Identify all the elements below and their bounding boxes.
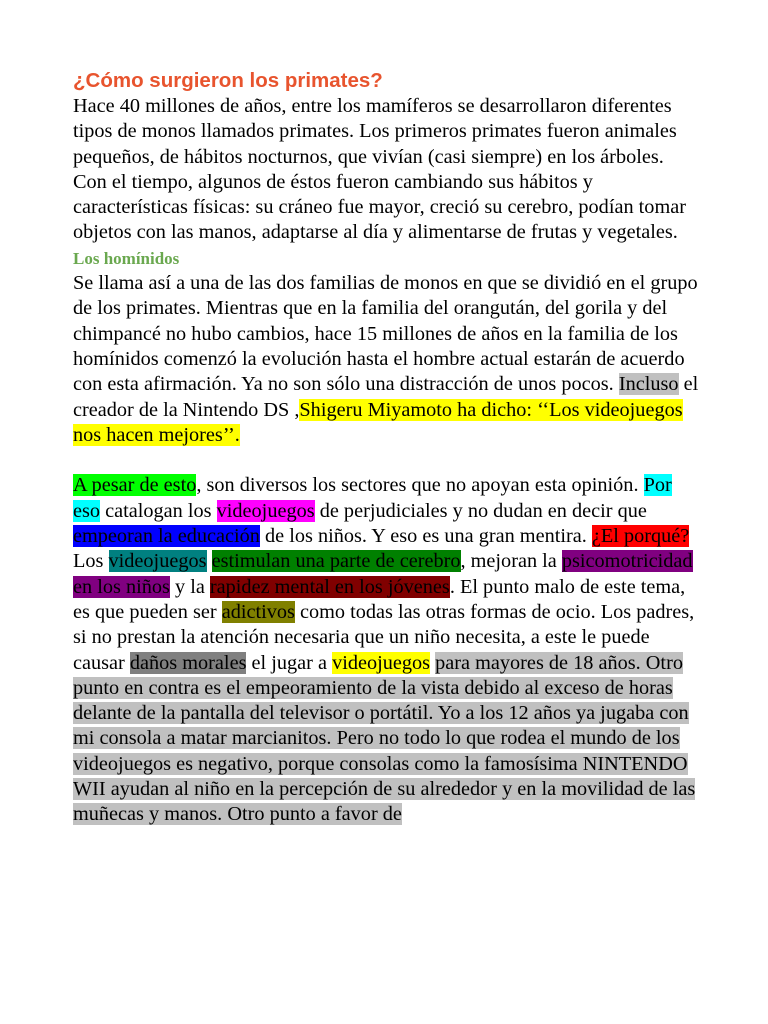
text-run: catalogan los (100, 499, 217, 522)
text-run: y la (169, 575, 210, 598)
highlight-teal: videojuegos (108, 550, 207, 573)
text-run: de los niños. Y eso es una gran mentira. (259, 525, 592, 548)
highlight-yellow: videojuegos (332, 651, 431, 674)
highlight-green: A pesar de esto (73, 474, 197, 497)
text-run: , son diversos los sectores que no apoyan esta opinión. (196, 474, 644, 497)
paragraph-evolution: Con el tiempo, algunos de éstos fueron cambiando sus hábitos y características físicas: su cráneo fue mayor, creció su cerebro, podían tomar objetos con las manos, adaptarse al día y alimentarse de frutas y vegetales. (73, 170, 686, 244)
highlight-dark-green: estimulan una parte de cerebro (211, 550, 461, 573)
text-run: Los (73, 550, 109, 573)
highlight-red: ¿El porqué? (591, 525, 690, 548)
highlight-cyan: Por eso (73, 474, 672, 522)
highlight-grey: para mayores de 18 años. Otro punto en contra es el empeoramiento de la vista debido al exceso de horas delante de la pantalla del televisor o portátil. Yo a los 12 años ya jugaba con mi consola a matar marcianitos. Pero no todo lo que rodea el mundo de los videojuegos es negativo, porque consolas como la famosísima NINTENDO WII ayudan al niño en la percepción de su alrededor y en la movilidad de las muñecas y manos. Otro punto a favor de (73, 651, 696, 826)
highlight-dark-grey: daños morales (129, 651, 247, 674)
highlight-purple: psicomotricidad en los niños (73, 550, 693, 598)
text-run: . El punto malo de este tema, es que pueden ser (73, 575, 686, 623)
paragraph-origin: Hace 40 millones de años, entre los mamíferos se desarrollaron diferentes tipos de monos llamados primates. Los primeros primates fueron animales pequeños, de hábitos nocturnos, que vivían (casi siempre) en los árboles. (73, 95, 677, 168)
text-run: el creador de la Nintendo DS , (73, 373, 699, 421)
highlight-grey: Incluso (618, 373, 679, 396)
text-run: de perjudiciales y no dudan en decir que (314, 499, 647, 522)
document-page (73, 67, 699, 828)
highlight-magenta: videojuegos (216, 499, 315, 522)
text-run: como todas las otras formas de ocio. Los padres, si no prestan la atención necesaria que un niño necesita, a este le puede causar (73, 600, 695, 674)
paragraph-hominidos (73, 271, 699, 448)
text-run: el jugar a (246, 651, 333, 674)
text-run: Se llama así a una de las dos familias de monos en que se dividió en el grupo de los primates. Mientras que en la familia del orangután, del gorila y del chimpancé no hubo cambios, hace 15 millones de años en la familia de los homínidos comenzó la evolución hasta el hombre actual estarán de acuerdo con esta afirmación. Ya no son sólo una distracción de unos pocos. (73, 272, 698, 396)
text-run (207, 550, 212, 572)
paragraph-videojuegos (73, 473, 699, 827)
highlight-blue: empeoran la educación (73, 525, 260, 548)
blank-line (73, 448, 699, 473)
highlight-yellow: Shigeru Miyamoto ha dicho: ‘‘Los videojuegos nos hacen mejores’’. (73, 398, 683, 446)
highlight-olive: adictivos (221, 600, 295, 623)
document-title: ¿Cómo surgieron los primates? (73, 69, 383, 92)
section-heading-hominidos: Los homínidos (73, 248, 180, 268)
highlight-maroon: rapidez mental en los jóvenes (209, 575, 450, 598)
text-run: , mejoran la (460, 550, 562, 573)
